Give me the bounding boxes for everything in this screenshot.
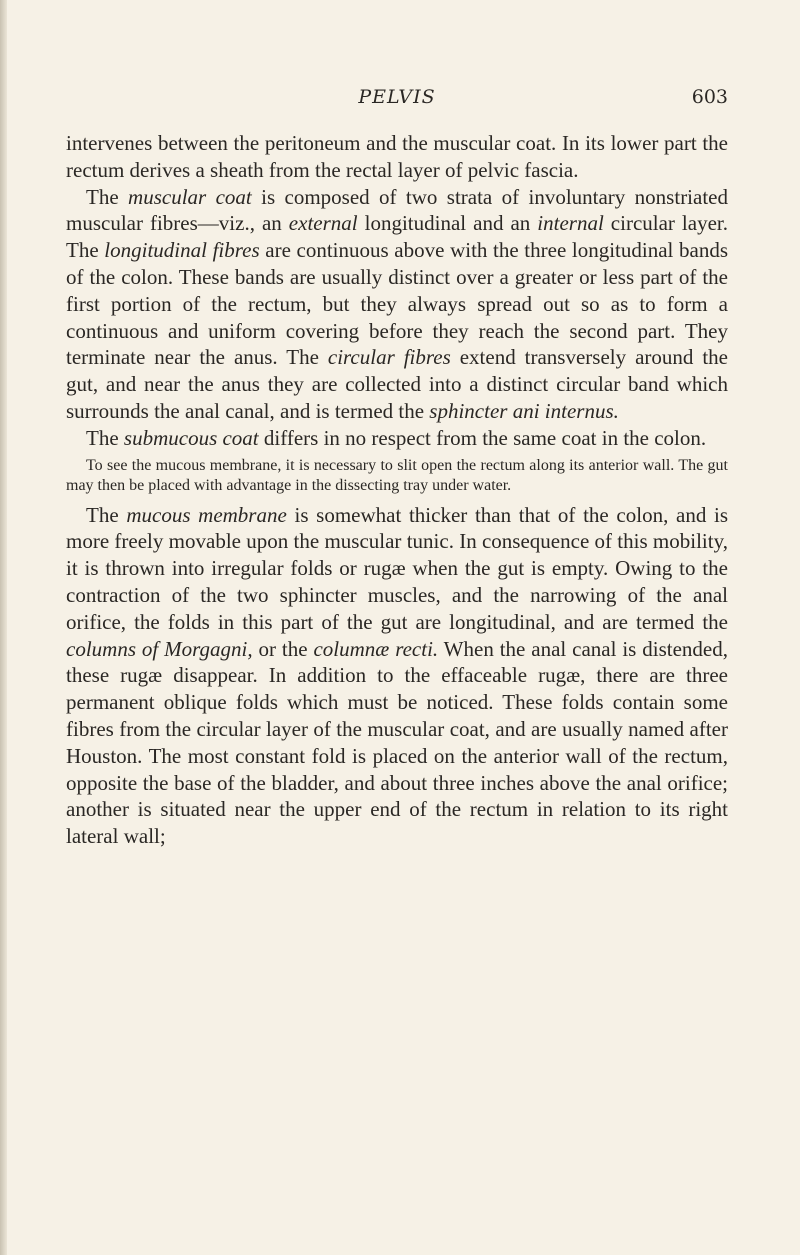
text-run: The — [86, 502, 127, 527]
text-run: is somewhat thicker than that of the colon, and is more freely movable upon the muscular tunic. In consequence of this mobility, it is thrown into irregular folds or rugæ when the gut is empty. Owing to the contraction of the two sphincter muscles, and the narrowing of the anal orifice, the folds in this part of the gut are longitudinal, and are termed the — [66, 502, 728, 634]
paragraph-text: intervenes between the peritoneum and the muscular coat. In its lower part the rectum derives a sheath from the rectal layer of pelvic fascia. — [66, 131, 728, 182]
text-run: longitudinal and an — [357, 211, 538, 236]
italic-term: circular fibres — [327, 345, 451, 370]
text-run: When the anal canal is distended, these rugæ disappear. In addition to the effaceable rugæ, there are three permanent oblique folds which must be noticed. These folds contain some fibres from the circular layer of the muscular coat, and are usually named after Houston. The most constant fold is placed on the anterior wall of the rectum, opposite the base of the bladder, and about three inches above the anal orifice; another is situated near the upper end of the rectum in relation to its right lateral wall; — [66, 636, 728, 849]
italic-term: external — [288, 211, 358, 236]
page-binding-edge — [0, 0, 7, 1255]
italic-term: longitudinal fibres — [104, 238, 260, 263]
text-run: extend transversely around the gut, and near the anus they are collected into a distinct circular band which surrounds the anal canal, and is termed the — [66, 345, 728, 423]
paragraph-muscular-coat — [66, 184, 728, 425]
paragraph-mucous-membrane — [66, 502, 728, 850]
italic-term: columns of Morgagni, — [66, 636, 253, 661]
text-run: circular layer. The — [66, 211, 728, 263]
italic-term: muscular coat — [128, 184, 252, 209]
text-run: The — [86, 184, 129, 209]
running-title: PELVIS — [358, 86, 436, 108]
book-page — [66, 82, 728, 850]
running-header — [66, 82, 728, 112]
text-run: differs in no respect from the same coat in the colon. — [258, 425, 707, 450]
italic-term: columnæ recti. — [313, 636, 439, 661]
italic-term: sphincter ani internus. — [429, 398, 619, 423]
text-run: or the — [252, 636, 314, 661]
dissection-note — [66, 456, 728, 496]
note-text: To see the mucous membrane, it is necessary to slit open the rectum along its anterior wall. The gut may then be placed with advantage in the dissecting tray under water. — [66, 456, 728, 494]
paragraph-submucous-coat — [66, 425, 728, 452]
text-run: The — [86, 425, 124, 450]
italic-term: internal — [537, 211, 604, 236]
page-number: 603 — [691, 86, 728, 108]
text-run: are continuous above with the three longitudinal bands of the colon. These bands are usually distinct over a greater or less part of the first portion of the rectum, but they always spread out so as to form a continuous and uniform covering before they reach the second part. They terminate near the anus. The — [66, 238, 728, 370]
italic-term: mucous membrane — [126, 502, 287, 527]
text-run: is composed of two strata of involuntary nonstriated muscular fibres—viz., an — [66, 184, 728, 236]
italic-term: submucous coat — [123, 425, 259, 450]
paragraph-continuation — [66, 130, 728, 184]
